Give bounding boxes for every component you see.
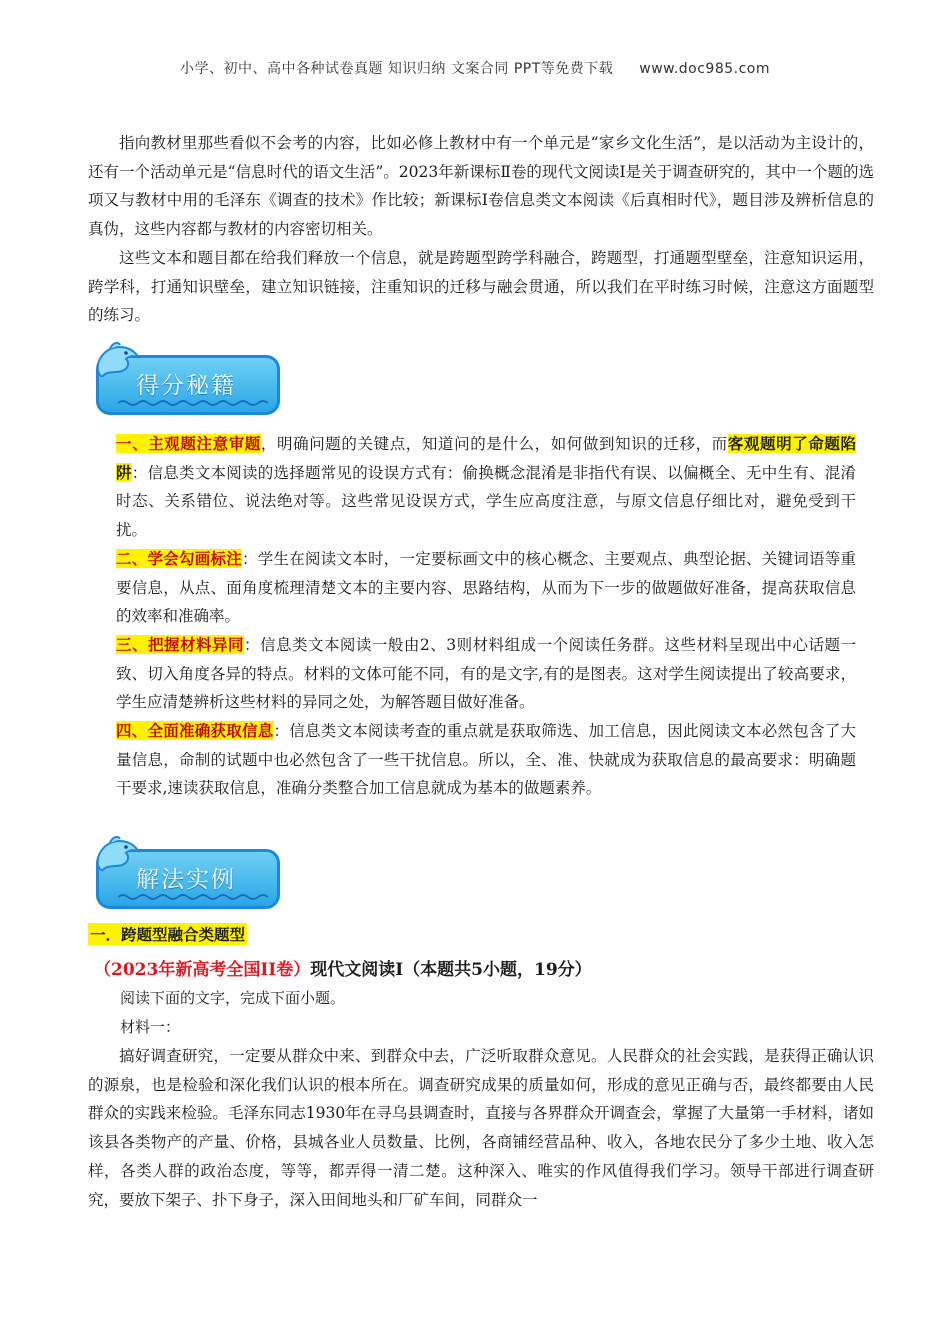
section-label: 一．跨题型融合类题型 [90, 925, 246, 944]
instruction-text: 阅读下面的文字，完成下面小题。 [120, 989, 346, 1007]
tip-1-text-b: ：信息类文本阅读的选择题常见的设误方式有：偷换概念混淆是非指代有误、以偏概全、无中生有、混淆时态、关系错位、说法绝对等。这些常见设误方式，学生应高度注意，与原文信息仔细比对，避免受到干扰。 [116, 463, 856, 540]
examples-banner [92, 835, 284, 911]
header-url[interactable]: www.doc985.com [639, 61, 771, 77]
tip-1 [116, 430, 856, 545]
tip-3-text: ：信息类文本阅读一般由2、3则材料组成一个阅读任务群。这些材料呈现出中心话题一致、切入角度各异的特点。材料的文体可能不同，有的是文字,有的是图表。这对学生阅读提出了较高要求，学生应清楚辨析这些材料的异同之处，为解答题目做好准备。 [116, 636, 856, 712]
material-body: 搞好调查研究，一定要从群众中来、到群众中去，广泛听取群众意见。人民群众的社会实践，是获得正确认识的源泉，也是检验和深化我们认识的根本所在。调查研究成果的质量如何，形成的意见正确与否，最终都要由人民群众的实践来检验。毛泽东同志1930年在寻乌县调查时，直接与各界群众开调查会，掌握了大量第一手材料，诸如该县各类物产的产量、价格，县城各业人员数量、比例，各商铺经营品种、收入，各地农民分了多少土地、收入怎样，各类人群的政治态度，等等，都弄得一清二楚。这种深入、唯实的作风值得我们学习。领导干部进行调查研究，要放下架子、扑下身子，深入田间地头和厂矿车间，同群众一 [88, 1047, 874, 1209]
question-title [94, 955, 592, 980]
examples-banner-title: 解法实例 [136, 867, 236, 893]
tip-2-text: ：学生在阅读文本时，一定要标画文中的核心概念、主要观点、典型论据、关键词语等重要信息，从点、面角度梳理清楚文本的主要内容、思路结构，从而为下一步的做题做好准备，提高获取信息的效率和准确率。 [116, 550, 856, 626]
tip-4-label: 四、全面准确获取信息 [116, 721, 274, 740]
wave-decoration [118, 893, 268, 901]
tip-1-label: 一、主观题注意审题 [116, 434, 261, 453]
tip-3-label: 三、把握材料异同 [116, 635, 244, 654]
intro-paragraph-1: 指向教材里那些看似不会考的内容，比如必修上教材中有一个单元是“家乡文化生活”，是以活动为主设计的，还有一个活动单元是“信息时代的语文生活”。2023年新课标Ⅱ卷的现代文阅读Ⅰ是关于调查研究的，其中一个题的选项又与教材中用的毛泽东《调查的技术》作比较；新课标Ⅰ卷信息类文本阅读《后真相时代》，题目涉及辨析信息的真伪，这些内容都与教材的内容密切相关。 [88, 134, 874, 238]
wave-decoration [118, 399, 268, 407]
intro-paragraph-2: 这些文本和题目都在给我们释放一个信息，就是跨题型跨学科融合，跨题型，打通题型壁垒，注意知识运用，跨学科，打通知识壁垒，建立知识链接，注重知识的迁移与融会贯通，所以我们在平时练习时候，注意这方面题型的练习。 [88, 249, 874, 324]
header-title: 小学、初中、高中各种试卷真题 知识归纳 文案合同 PPT等免费下载 [179, 61, 614, 77]
dolphin-icon [92, 835, 142, 881]
material-label: 材料一： [120, 1018, 181, 1036]
question-rest: 现代文阅读Ⅰ（本题共5小题，19分） [310, 960, 592, 980]
tip-4 [116, 717, 856, 803]
tip-2 [116, 545, 856, 631]
question-source: （2023年新高考全国II卷） [94, 960, 311, 980]
tip-3 [116, 631, 856, 717]
tips-banner [92, 341, 284, 417]
tip-4-text: ：信息类文本阅读考查的重点就是获取筛选、加工信息，因此阅读文本必然包含了大量信息，命制的试题中也必然包含了一些干扰信息。所以，全、准、快就成为获取信息的最高要求：明确题干要求,速读获取信息，准确分类整合加工信息就成为基本的做题素养。 [116, 722, 856, 798]
page-header [0, 58, 950, 78]
tips-banner-title: 得分秘籍 [136, 373, 236, 399]
dolphin-icon [92, 341, 142, 387]
tip-2-label: 二、学会勾画标注 [116, 549, 242, 568]
tip-1-label-2: 客观题明了命题陷阱 [116, 434, 856, 482]
tip-1-text-a: ，明确问题的关键点，知道问的是什么，如何做到知识的迁移，而 [260, 435, 728, 453]
